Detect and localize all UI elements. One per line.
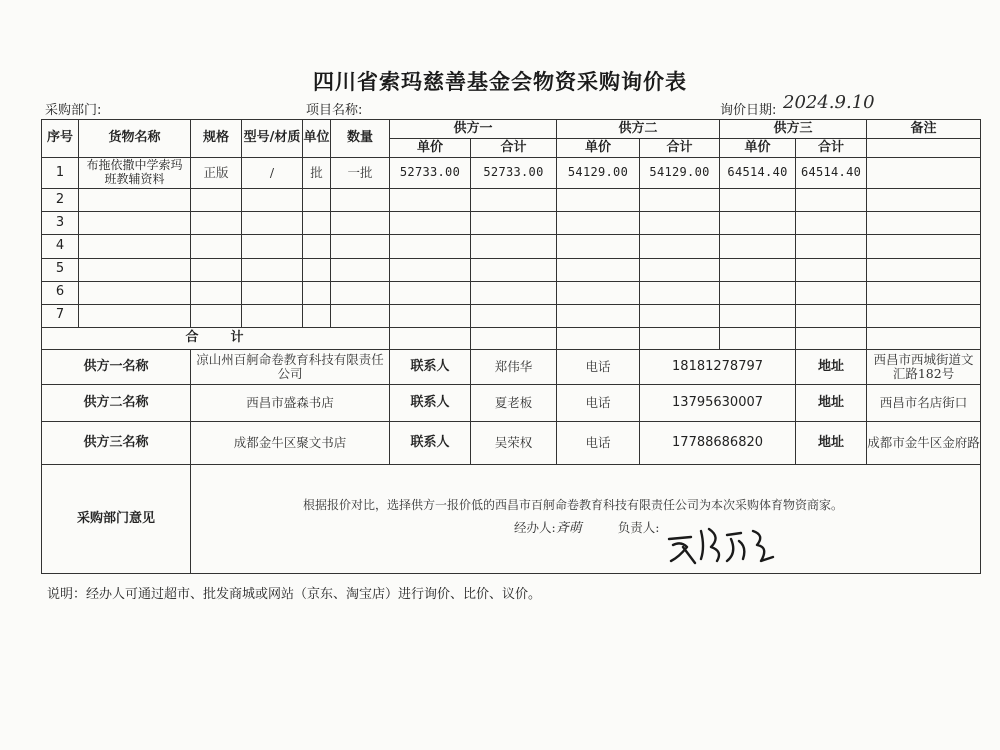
supplier3-name: 成都金牛区聚文书店 <box>191 422 390 465</box>
signature-line <box>514 521 659 537</box>
col-supplier3: 供方三 <box>720 120 867 139</box>
supplier3-label: 供方三名称 <box>42 422 191 465</box>
supplier1-addr: 西昌市西城街道文汇路182号 <box>867 349 981 384</box>
col-supplier1: 供方一 <box>390 120 557 139</box>
supplier2-contact: 夏老板 <box>471 385 557 422</box>
row-spec: 正版 <box>191 158 242 189</box>
supplier2-phone-label: 电话 <box>557 385 640 422</box>
col-spec: 规格 <box>191 120 242 158</box>
col-seq: 序号 <box>42 120 79 158</box>
col-name: 货物名称 <box>79 120 191 158</box>
supplier2-addr-label: 地址 <box>796 385 867 422</box>
opinion-row <box>42 465 981 574</box>
supplier2-contact-label: 联系人 <box>390 385 471 422</box>
row-name: 布拖依撒中学索玛班教辅资料 <box>79 158 191 189</box>
row-seq: 6 <box>42 281 79 304</box>
opinion-label: 采购部门意见 <box>42 465 191 574</box>
table-row <box>42 158 981 189</box>
supplier3-contact-label: 联系人 <box>390 422 471 465</box>
supplier1-contact-label: 联系人 <box>390 349 471 384</box>
col-s2-price: 单价 <box>557 139 640 158</box>
col-s1-total: 合计 <box>471 139 557 158</box>
col-s1-price: 单价 <box>390 139 471 158</box>
supplier3-phone: 17788686820 <box>640 422 796 465</box>
supplier2-name: 西昌市盛森书店 <box>191 385 390 422</box>
row-s3-total: 64514.40 <box>796 158 867 189</box>
col-model: 型号/材质 <box>242 120 303 158</box>
supplier-row <box>42 385 981 422</box>
row-seq: 4 <box>42 235 79 258</box>
col-qty: 数量 <box>331 120 390 158</box>
table-row <box>42 189 981 212</box>
supplier2-addr: 西昌市名店街口 <box>867 385 981 422</box>
supplier1-contact: 郑伟华 <box>471 349 557 384</box>
row-seq: 7 <box>42 304 79 327</box>
footnote: 说明：经办人可通过超市、批发商城或网站（京东、淘宝店）进行询价、比价、议价。 <box>47 587 542 602</box>
quote-table <box>41 119 981 574</box>
supplier2-label: 供方二名称 <box>42 385 191 422</box>
row-remark <box>867 158 981 189</box>
supplier1-label: 供方一名称 <box>42 349 191 384</box>
manager-label: 负责人: <box>617 520 660 536</box>
manager-signature-icon <box>661 517 781 567</box>
sum-label: 合 计 <box>42 327 390 349</box>
handler-label: 经办人: <box>514 520 556 536</box>
row-s3-price: 64514.40 <box>720 158 796 189</box>
table-row <box>42 212 981 235</box>
supplier3-contact: 吴荣权 <box>471 422 557 465</box>
row-model: / <box>242 158 303 189</box>
col-s3-price: 单价 <box>720 139 796 158</box>
supplier3-phone-label: 电话 <box>557 422 640 465</box>
row-seq: 1 <box>42 158 79 189</box>
opinion-cell <box>191 465 981 574</box>
row-s1-total: 52733.00 <box>471 158 557 189</box>
row-s2-total: 54129.00 <box>640 158 720 189</box>
handler-signature: 斉萌 <box>555 521 582 537</box>
dept-label: 采购部门: <box>45 103 102 118</box>
table-row <box>42 304 981 327</box>
opinion-text: 根据报价对比，选择供方一报价低的西昌市百舸命卷教育科技有限责任公司为本次采购体育物资商家。 <box>303 498 844 513</box>
supplier3-addr: 成都市金牛区金府路 <box>867 422 981 465</box>
table-row <box>42 258 981 281</box>
row-s2-price: 54129.00 <box>557 158 640 189</box>
row-seq: 5 <box>42 258 79 281</box>
row-seq: 3 <box>42 212 79 235</box>
supplier3-addr-label: 地址 <box>796 422 867 465</box>
col-s2-total: 合计 <box>640 139 720 158</box>
row-qty: 一批 <box>331 158 390 189</box>
supplier1-addr-label: 地址 <box>796 349 867 384</box>
table-row <box>42 235 981 258</box>
row-seq: 2 <box>42 189 79 212</box>
col-s3-total: 合计 <box>796 139 867 158</box>
supplier1-name: 凉山州百舸命卷教育科技有限责任公司 <box>191 349 390 384</box>
date-value: 2024.9.10 <box>783 92 875 113</box>
col-remark: 备注 <box>867 120 981 139</box>
table-row <box>42 281 981 304</box>
col-supplier2: 供方二 <box>557 120 720 139</box>
supplier2-phone: 13795630007 <box>640 385 796 422</box>
supplier-row <box>42 422 981 465</box>
supplier1-phone: 18181278797 <box>640 349 796 384</box>
col-remark-sub <box>867 139 981 158</box>
supplier-row <box>42 349 981 384</box>
row-s1-price: 52733.00 <box>390 158 471 189</box>
date-label: 询价日期: <box>720 103 777 118</box>
col-unit: 单位 <box>303 120 331 158</box>
sum-row <box>42 327 981 349</box>
row-unit: 批 <box>303 158 331 189</box>
supplier1-phone-label: 电话 <box>557 349 640 384</box>
project-label: 项目名称: <box>306 103 363 118</box>
form-title: 四川省索玛慈善基金会物资采购询价表 <box>313 70 687 94</box>
